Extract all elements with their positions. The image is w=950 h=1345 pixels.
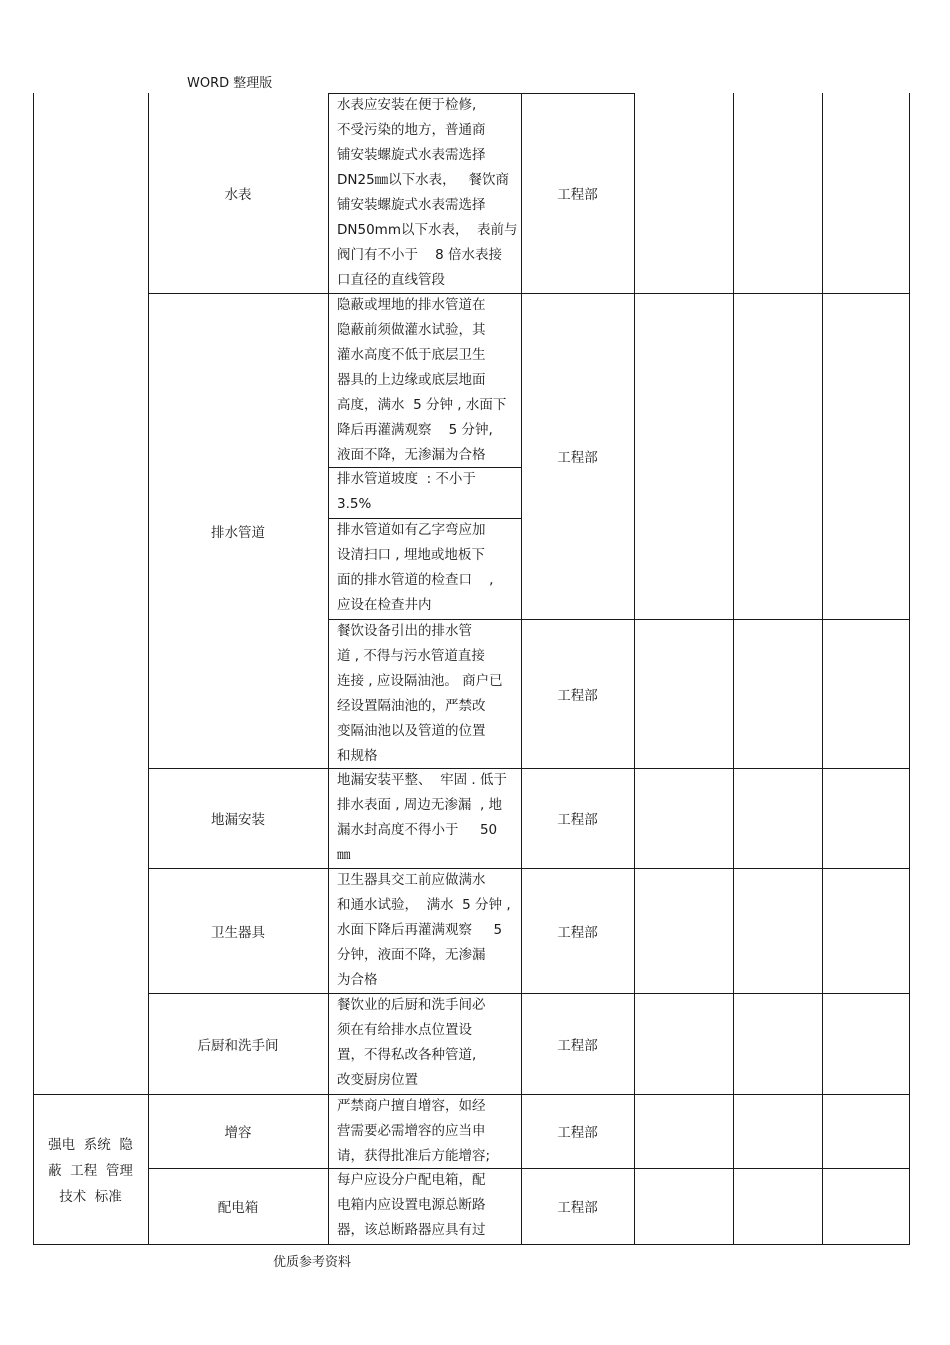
dept-cell-distribution-box: 工程部	[557, 1200, 598, 1216]
desc-cell-drainage-cleanout: 排水管道如有乙字弯应加 设清扫口 , 埋地或地板下 面的排水管道的检查口 , 应设在检查井内	[337, 522, 494, 613]
desc-cell-floor-drain: 地漏安装平整、 牢固 . 低于 排水表面 , 周边无渗漏 , 地 漏水封高度不得小于 50 ㎜	[337, 772, 507, 863]
desc-cell-distribution-box: 每户应设分户配电箱，配 电箱内应设置电源总断路 器，该总断路器应具有过	[337, 1172, 486, 1238]
item-cell-kitchen-restroom: 后厨和洗手间	[197, 1037, 279, 1054]
dept-cell-floor-drain: 工程部	[557, 812, 598, 828]
item-cell-floor-drain: 地漏安装	[211, 812, 265, 828]
desc-cell-water-meter: 水表应安装在便于检修, 不受污染的地方，普通商 铺安装螺旋式水表需选择 DN25㎜以下水表， 餐饮商 铺安装螺旋式水表需选择 DN50mm以下水表， 表前与 阀门有不小于 8 倍水表接 口直径的直线管段	[337, 97, 518, 288]
table-col-line	[733, 93, 734, 1245]
item-cell-capacity-increase: 增容	[224, 1125, 252, 1141]
dept-cell-drainage-d: 工程部	[557, 687, 598, 704]
dept-cell-sanitary-ware: 工程部	[557, 924, 598, 941]
item-cell-water-meter: 水表	[224, 187, 252, 203]
desc-cell-kitchen-restroom: 餐饮业的后厨和洗手间必 须在有给排水点位置设 置，不得私改各种管道, 改变厨房位置	[337, 997, 486, 1088]
desc-cell-capacity-increase: 严禁商户擅自增容，如经 营需要必需增容的应当申 请，获得批准后方能增容;	[337, 1098, 491, 1164]
table-border-bottom	[33, 1244, 910, 1245]
item-cell-drainage-pipe: 排水管道	[211, 524, 265, 541]
table-border-left	[33, 93, 34, 1245]
desc-cell-drainage-test: 隐蔽或埋地的排水管道在 隐蔽前须做灌水试验，其 灌水高度不低于底层卫生 器具的上边缘或底层地面 高度，满水 5 分钟 , 水面下 降后再灌满观察 5 分钟, 液面不降，无渗漏为合格	[337, 297, 507, 463]
desc-cell-grease-trap: 餐饮设备引出的排水管 道 , 不得与污水管道直接 连接 , 应设隔油池。 商户已 经设置隔油池的，严禁改 变隔油池以及管道的位置 和规格	[337, 623, 503, 764]
dept-cell-drainage-a: 工程部	[557, 450, 598, 466]
item-cell-sanitary-ware: 卫生器具	[211, 924, 265, 941]
category-cell-electrical: 强电 系统 隐 蔽 工程 管理 技术 标准	[48, 1137, 133, 1205]
desc-cell-sanitary-ware: 卫生器具交工前应做满水 和通水试验， 满水 5 分钟 , 水面下降后再灌满观察 5 分钟，液面不降，无渗漏 为合格	[337, 872, 511, 988]
item-cell-distribution-box: 配电箱	[217, 1200, 259, 1216]
table-border-right	[909, 93, 910, 1245]
table-col-line	[822, 93, 823, 1245]
page-header: WORD 整理版	[187, 76, 273, 91]
page-footer: 优质参考资料	[273, 1255, 352, 1270]
table-col-line	[634, 93, 635, 1245]
dept-cell-water-meter: 工程部	[557, 187, 598, 203]
desc-cell-drainage-slope: 排水管道坡度 : 不小于 3.5%	[337, 471, 476, 512]
dept-cell-kitchen-restroom: 工程部	[557, 1037, 598, 1054]
dept-cell-capacity-increase: 工程部	[557, 1125, 598, 1141]
